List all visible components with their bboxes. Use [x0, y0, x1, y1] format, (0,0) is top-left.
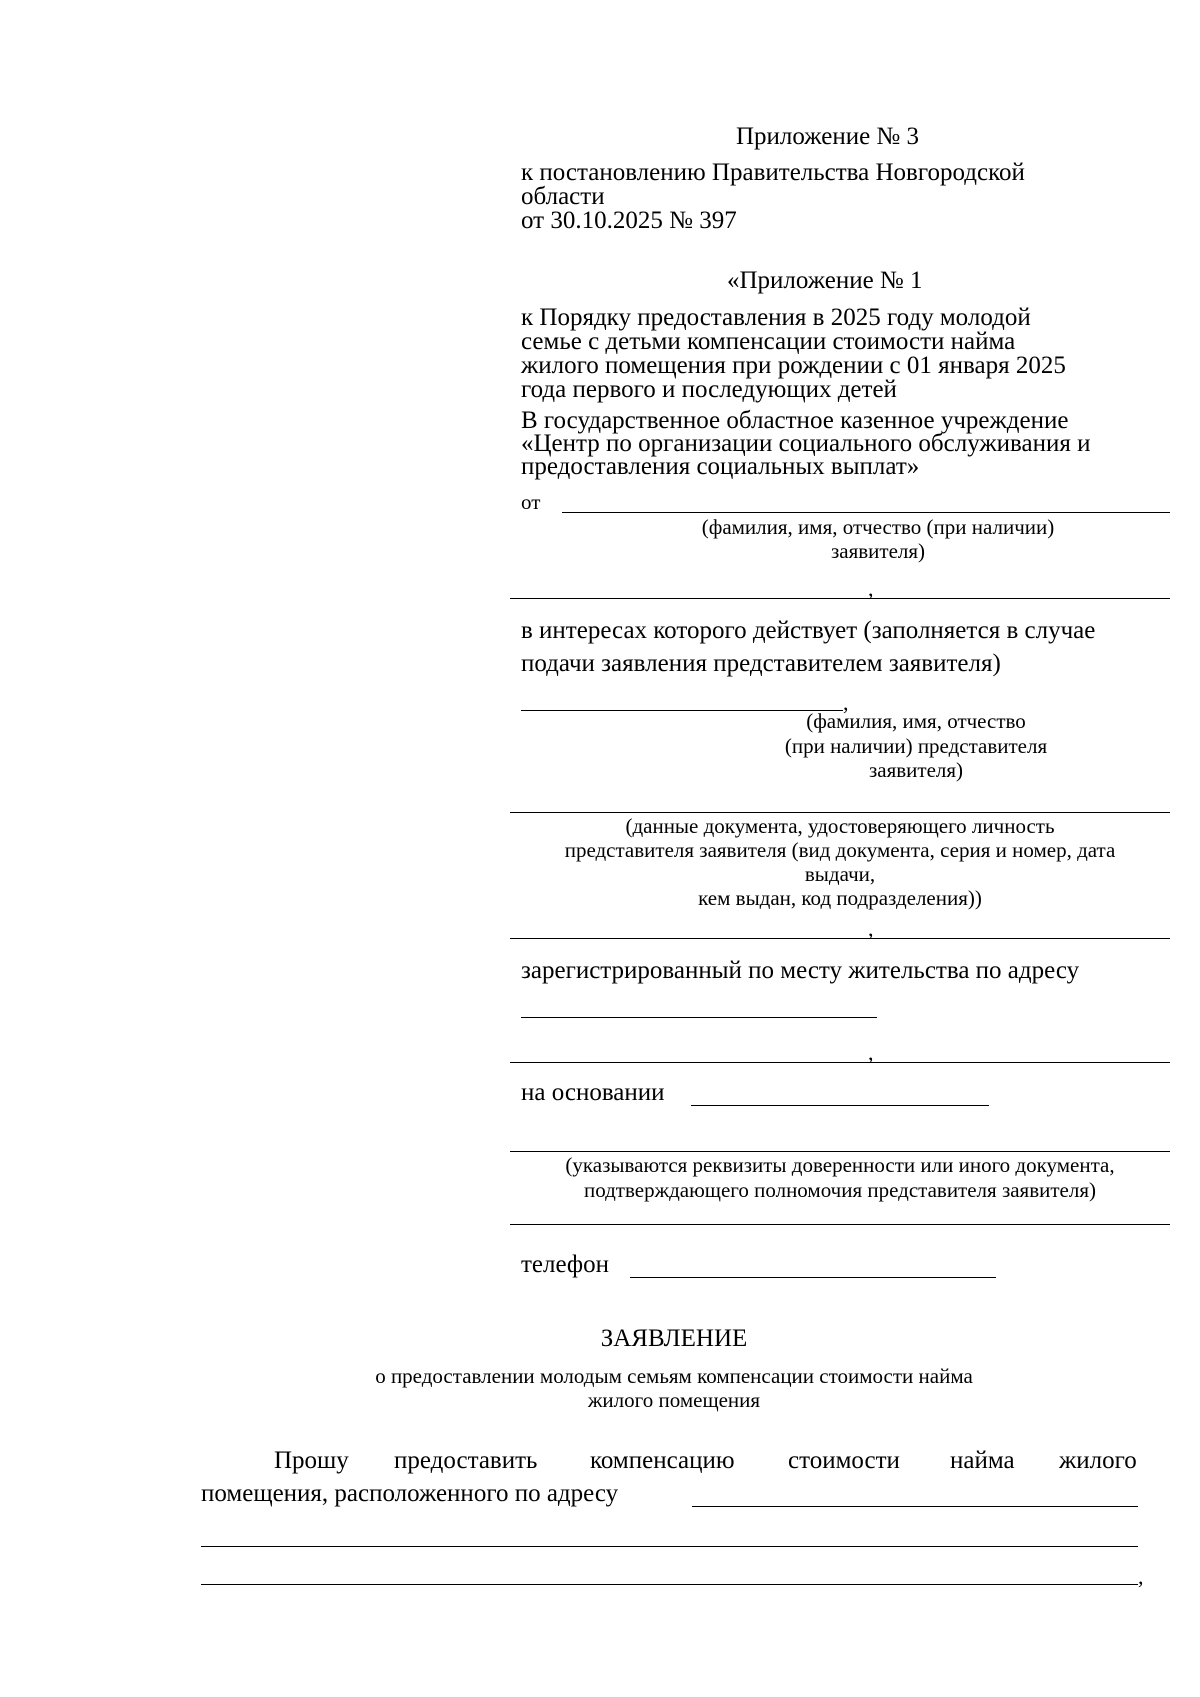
basis-hint-2: подтверждающего полномочия представителя заявителя) [583, 1178, 1097, 1202]
rep-doc-comma: , [868, 916, 874, 941]
basis-line-2[interactable] [510, 1151, 1170, 1152]
rental-address-line-2[interactable] [201, 1546, 1138, 1547]
decree-line-1: к постановлению Правительства Новгородской [521, 159, 1025, 186]
body-line-2: помещения, расположенного по адресу [201, 1480, 619, 1507]
rep-doc-hint-1: (данные документа, удостоверяющего личность [625, 814, 1055, 838]
appendix-3-heading: Приложение № 3 [736, 123, 920, 150]
phone-line[interactable] [630, 1277, 996, 1278]
rep-fio-hint-2: (при наличии) представителя [784, 734, 1048, 758]
addressee-line-2: «Центр по организации социального обслуживания и [521, 430, 1091, 457]
representative-fio-line[interactable] [521, 710, 843, 711]
statement-subtitle-2: жилого помещения [587, 1388, 761, 1412]
body-word-5: найма [950, 1447, 1015, 1474]
rep-fio-hint-3: заявителя) [868, 758, 964, 782]
registered-address-line[interactable] [521, 1017, 877, 1018]
basis-label: на основании [521, 1079, 665, 1106]
rental-address-comma: , [1138, 1564, 1144, 1589]
appendix-1-heading: «Приложение № 1 [727, 267, 923, 294]
rep-doc-hint-2: представителя заявителя (вид документа, серия и номер, дата [564, 838, 1116, 862]
order-line-4: года первого и последующих детей [521, 376, 897, 403]
basis-line-3[interactable] [510, 1224, 1170, 1225]
from-label: от [521, 490, 541, 514]
statement-title: ЗАЯВЛЕНИЕ [600, 1325, 748, 1352]
statement-subtitle-1: о предоставлении молодым семьям компенсации стоимости найма [375, 1364, 973, 1388]
applicant-fio-hint-1: (фамилия, имя, отчество (при наличии) [701, 515, 1055, 539]
applicant-comma: , [868, 576, 874, 601]
applicant-line-2[interactable] [510, 598, 1170, 599]
registered-comma: , [868, 1040, 874, 1065]
registered-label: зарегистрированный по месту жительства по адресу [521, 957, 1080, 984]
phone-label: телефон [521, 1251, 609, 1278]
order-line-3: жилого помещения при рождении с 01 января 2025 [521, 352, 1066, 379]
addressee-line-1: В государственное областное казенное учреждение [521, 407, 1069, 434]
body-word-1: Прошу [274, 1447, 349, 1474]
order-line-1: к Порядку предоставления в 2025 году молодой [521, 304, 1031, 331]
basis-line[interactable] [691, 1105, 989, 1106]
body-word-3: компенсацию [590, 1447, 735, 1474]
registered-address-line-2[interactable] [510, 1062, 1170, 1063]
basis-hint-1: (указываются реквизиты доверенности или иного документа, [565, 1153, 1115, 1177]
applicant-fio-hint-2: заявителя) [830, 539, 926, 563]
rep-doc-hint-3: выдачи, [804, 862, 876, 886]
addressee-line-3: предоставления социальных выплат» [521, 453, 920, 480]
body-word-4: стоимости [788, 1447, 900, 1474]
rep-document-line-2[interactable] [510, 938, 1170, 939]
applicant-fio-line[interactable] [562, 512, 1170, 513]
representative-comma: , [843, 690, 849, 715]
interest-line-1: в интересах которого действует (заполняется в случае [521, 617, 1096, 644]
rental-address-line-1[interactable] [692, 1506, 1138, 1507]
rep-document-line[interactable] [510, 812, 1170, 813]
body-word-6: жилого [1059, 1447, 1137, 1474]
rep-fio-hint-1: (фамилия, имя, отчество [806, 709, 1026, 733]
order-line-2: семье с детьми компенсации стоимости найма [521, 328, 1016, 355]
decree-line-2: области [521, 183, 605, 210]
decree-line-3: от 30.10.2025 № 397 [521, 207, 737, 234]
interest-line-2: подачи заявления представителем заявителя) [521, 650, 1001, 677]
rep-doc-hint-4: кем выдан, код подразделения)) [698, 886, 982, 910]
body-word-2: предоставить [394, 1447, 538, 1474]
rental-address-line-3[interactable] [201, 1584, 1138, 1585]
